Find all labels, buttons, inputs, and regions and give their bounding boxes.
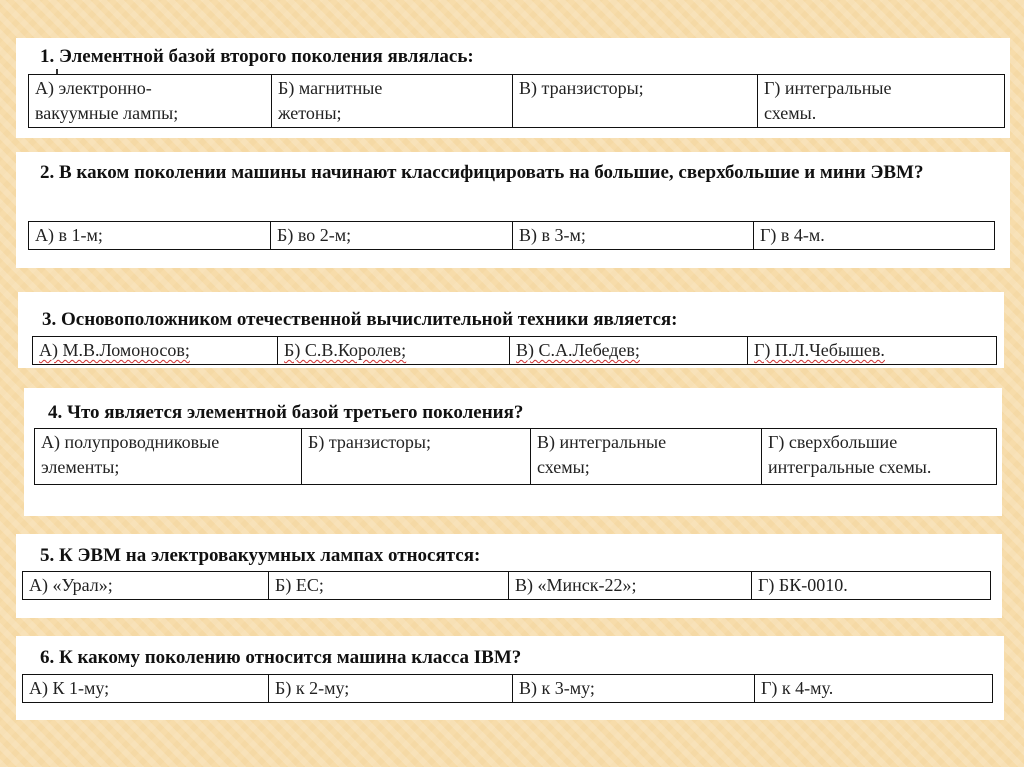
question-6-text: 6. К какому поколению относится машина класса IBM? (40, 647, 522, 668)
question-4-text: 4. Что является элементной базой третьего поколения? (48, 402, 524, 423)
answer-4b[interactable]: Б) транзисторы; (302, 429, 531, 485)
answer-1d[interactable]: Г) интегральные схемы. (758, 75, 1005, 128)
answer-4a[interactable]: А) полупроводниковые элементы; (35, 429, 302, 485)
answer-3a-text: А) М.В.Ломоносов; (39, 340, 190, 360)
answer-2d[interactable]: Г) в 4-м. (754, 222, 995, 250)
answer-3a[interactable] (33, 337, 278, 365)
answers-table-3 (32, 336, 997, 365)
answer-6c[interactable]: В) к 3-му; (513, 675, 755, 703)
answer-3b-text: Б) С.В.Королев; (284, 340, 407, 360)
answer-2a[interactable]: А) в 1-м; (29, 222, 271, 250)
answer-5c[interactable]: В) «Минск-22»; (509, 572, 752, 600)
answer-5d[interactable]: Г) БК-0010. (752, 572, 991, 600)
question-card-5 (16, 534, 1002, 618)
answers-table-5 (22, 571, 991, 600)
answer-6a[interactable]: А) К 1-му; (23, 675, 269, 703)
answer-2b[interactable]: Б) во 2-м; (271, 222, 513, 250)
answer-4c[interactable]: В) интегральные схемы; (531, 429, 762, 485)
answer-1c[interactable]: В) транзисторы; (513, 75, 758, 128)
answer-5a[interactable]: А) «Урал»; (23, 572, 269, 600)
answer-3c-text: В) С.А.Лебедев; (516, 340, 640, 360)
answer-3d-text: Г) П.Л.Чебышев. (754, 340, 885, 360)
answer-6b[interactable]: Б) к 2-му; (269, 675, 513, 703)
question-card-6 (16, 636, 1004, 720)
answer-6d[interactable]: Г) к 4-му. (755, 675, 993, 703)
question-3-text: 3. Основоположником отечественной вычислительной техники является: (42, 309, 678, 330)
answer-1b[interactable]: Б) магнитные жетоны; (272, 75, 513, 128)
question-card-4 (24, 388, 1002, 516)
answer-4d[interactable]: Г) сверхбольшие интегральные схемы. (762, 429, 997, 485)
answers-table-2 (28, 221, 995, 250)
question-card-3 (18, 292, 1004, 368)
question-2-text: 2. В каком поколении машины начинают классифицировать на большие, сверхбольшие и мини ЭВМ? (40, 162, 924, 183)
question-5-text: 5. К ЭВМ на электровакуумных лампах относятся: (40, 545, 481, 566)
answer-3c[interactable] (510, 337, 748, 365)
question-card-1 (16, 38, 1010, 138)
answer-3d[interactable] (748, 337, 997, 365)
answers-table-4 (34, 428, 997, 485)
answer-5b[interactable]: Б) ЕС; (269, 572, 509, 600)
answer-2c[interactable]: В) в 3-м; (513, 222, 754, 250)
answers-table-6 (22, 674, 993, 703)
question-1-text: 1. Элементной базой второго поколения являлась: (40, 46, 474, 67)
answers-table-1 (28, 74, 1005, 128)
answer-1a[interactable]: А) электронно- вакуумные лампы; (29, 75, 272, 128)
question-card-2 (16, 152, 1010, 268)
answer-3b[interactable] (278, 337, 510, 365)
